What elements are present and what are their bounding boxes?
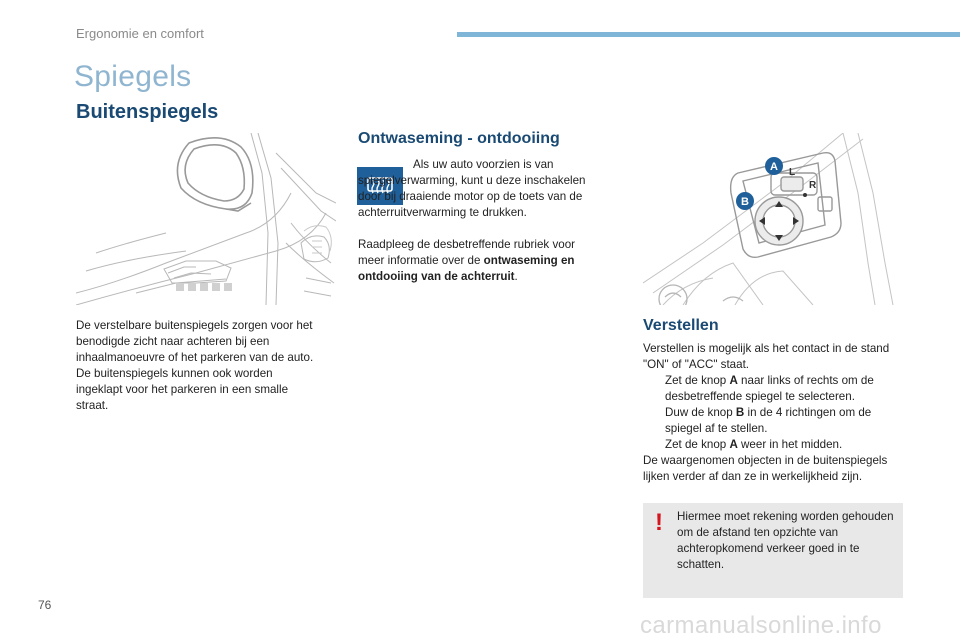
bullet-icon: [643, 437, 665, 453]
label-l: L: [789, 167, 796, 178]
intro-text: De verstelbare buitenspiegels zorgen voor het benodigde zicht naar achteren bij een inhaalmanoeuvre of het parkeren van de auto. De buitenspiegels kunnen ook worden ingeklapt voor het parkeren in een smalle straat.: [76, 319, 314, 412]
defrost-reference: [358, 237, 598, 285]
adjust-intro: Verstellen is mogelijk als het contact in de stand "ON" of "ACC" staat.: [643, 342, 890, 371]
header-rule: [457, 32, 960, 37]
defrost-reference-link[interactable]: ontwaseming en ontdooiing van de achterruit: [358, 254, 575, 283]
adjust-text: [643, 341, 905, 485]
adjust-step-text: Zet de knop: [665, 374, 730, 387]
page-title: Spiegels: [74, 60, 192, 93]
warning-icon: !: [655, 509, 663, 536]
adjust-step-key: B: [735, 406, 745, 419]
section-label: Ergonomie en comfort: [76, 26, 204, 41]
adjust-step: [643, 437, 905, 453]
adjust-step: [643, 373, 905, 405]
mirror-illustration: [76, 133, 336, 305]
adjust-step-key: A: [729, 438, 738, 451]
section-heading: Buitenspiegels: [76, 101, 219, 123]
adjust-step: [643, 405, 905, 437]
label-r: R: [809, 180, 817, 191]
adjust-outro: De waargenomen objecten in de buitenspiegels lijken verder af dan ze in werkelijkheid zijn.: [643, 454, 888, 483]
adjust-step-text: weer in het midden.: [737, 438, 843, 451]
adjust-step-key: A: [729, 374, 738, 387]
mirror-control-illustration: [643, 133, 903, 305]
bullet-icon: [643, 373, 665, 405]
page-number: 76: [38, 598, 52, 612]
bullet-icon: [643, 405, 665, 437]
adjust-heading: Verstellen: [643, 317, 719, 334]
adjust-step-text: naar links of rechts om de desbetreffende spiegel te selecteren.: [665, 374, 874, 403]
warning-text: Hiermee moet rekening worden gehouden om de afstand ten opzichte van achteropkomend verkeer goed in te schatten.: [677, 510, 894, 571]
label-b: B: [741, 196, 749, 208]
label-a: A: [770, 161, 778, 173]
adjust-step-text: Zet de knop: [665, 438, 730, 451]
adjust-step-text: in de 4 richtingen om de spiegel af te stellen.: [665, 406, 872, 435]
defrost-text-1: Als uw auto voorzien is van spiegelverwarming, kunt u deze inschakelen door bij draaiende motor op de toets van de achterruitverwarming te drukken.: [358, 158, 586, 219]
defrost-heading: Ontwaseming - ontdooiing: [358, 130, 560, 147]
watermark: carmanualsonline.info: [640, 612, 882, 639]
adjust-step-text: Duw de knop: [665, 406, 736, 419]
defrost-reference-end: .: [514, 270, 518, 283]
defrost-reference-text: Raadpleeg de desbetreffende rubriek voor meer informatie over de: [358, 238, 575, 267]
